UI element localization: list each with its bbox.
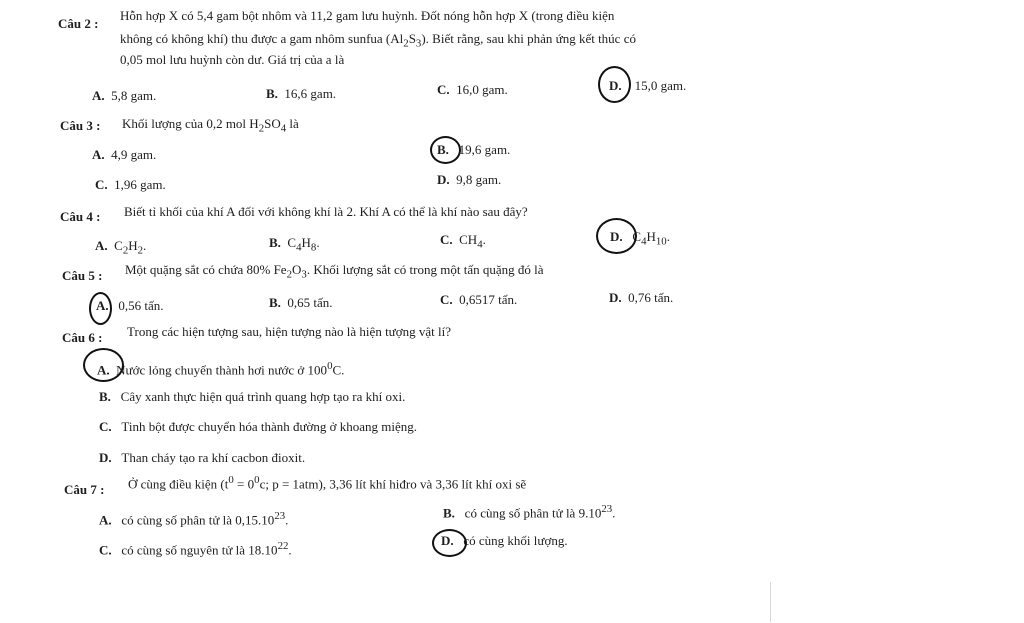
q3-option-c: C. 1,96 gam. — [95, 177, 166, 192]
q4-option-d: D. $C_4H_{10}$. — [610, 229, 670, 248]
q3-option-a: A. 4,9 gam. — [92, 147, 157, 162]
q4-label: Câu 4 : — [60, 209, 101, 224]
q6-option-d: D. Than cháy tạo ra khí cacbon đioxit. — [99, 450, 306, 465]
q7-label: Câu 7 : — [64, 482, 105, 497]
q6-option-a: A. Nước lỏng chuyển thành hơi nước ở $100^0C$. — [97, 360, 345, 378]
q5-stem: Một quặng sắt có chứa 80% $Fe_2O_3$. Khối lượng sắt có trong một tấn quặng đó là — [125, 262, 544, 281]
q3-option-b: B. 19,6 gam. — [437, 142, 511, 157]
scan-edge-line — [770, 582, 771, 622]
q7-option-c: C. có cùng số nguyên tử là 18.10$^{22}$. — [99, 540, 292, 558]
answer-circle-q7 — [432, 529, 467, 557]
q6-stem: Trong các hiện tượng sau, hiện tượng nào là hiện tượng vật lí? — [127, 324, 451, 339]
answer-circle-q2 — [598, 66, 631, 103]
q2-option-b: B. 16,6 gam. — [266, 86, 337, 101]
q2-option-d: D. 15,0 gam. — [609, 78, 687, 93]
q5-option-a: A. 0,56 tấn. — [96, 298, 164, 313]
q2-stem-line3: 0,05 mol lưu huỳnh còn dư. Giá trị của a là — [120, 52, 345, 67]
q7-option-d: D. có cùng khối lượng. — [441, 533, 568, 548]
q3-label: Câu 3 : — [60, 118, 101, 133]
q7-option-a: A. có cùng số phân tử là 0,15.10$^{23}$. — [99, 510, 289, 528]
answer-circle-q6 — [83, 348, 124, 382]
q2-option-a: A. 5,8 gam. — [92, 88, 157, 103]
q5-option-b: B. 0,65 tấn. — [269, 295, 333, 310]
answer-circle-q3 — [430, 136, 461, 164]
q6-option-c: C. Tinh bột được chuyển hóa thành đường ở khoang miệng. — [99, 419, 418, 434]
q2-stem-line1: Hỗn hợp X có 5,4 gam bột nhôm và 11,2 gam lưu huỳnh. Đốt nóng hỗn hợp X (trong điều kiện — [120, 8, 615, 23]
q4-stem: Biết tỉ khối của khí A đối với không khí là 2. Khí A có thể là khí nào sau đây? — [124, 204, 528, 219]
q7-option-b: B. có cùng số phân tử là 9.10$^{23}$. — [443, 503, 616, 521]
q6-label: Câu 6 : — [62, 330, 103, 345]
answer-circle-q5 — [89, 292, 112, 325]
answer-circle-q4 — [596, 218, 637, 254]
q5-option-d: D. 0,76 tấn. — [609, 290, 674, 305]
q2-stem-line2: không có không khí) thu được a gam nhôm sunfua $(Al_2S_3)$. Biết rằng, sau khi phản ứng kết thúc có — [120, 31, 636, 50]
q4-option-a: A. $C_2H_2$. — [95, 238, 147, 257]
q4-option-c: C. $CH_4$. — [440, 232, 486, 251]
q5-option-c: C. 0,6517 tấn. — [440, 292, 518, 307]
q7-stem: Ở cùng điều kiện ($t^0 = 0^0c$; p = 1atm), 3,36 lít khí hiđro và 3,36 lít khí oxi sẽ — [128, 474, 527, 492]
q6-option-b: B. Cây xanh thực hiện quá trình quang hợp tạo ra khí oxi. — [99, 389, 406, 404]
q3-stem: Khối lượng của 0,2 mol $H_2SO_4$ là — [122, 116, 299, 135]
q5-label: Câu 5 : — [62, 268, 103, 283]
q3-option-d: D. 9,8 gam. — [437, 172, 502, 187]
q2-label: Câu 2 : — [58, 16, 99, 31]
q2-option-c: C. 16,0 gam. — [437, 82, 508, 97]
q4-option-b: B. $C_4H_8$. — [269, 235, 320, 254]
